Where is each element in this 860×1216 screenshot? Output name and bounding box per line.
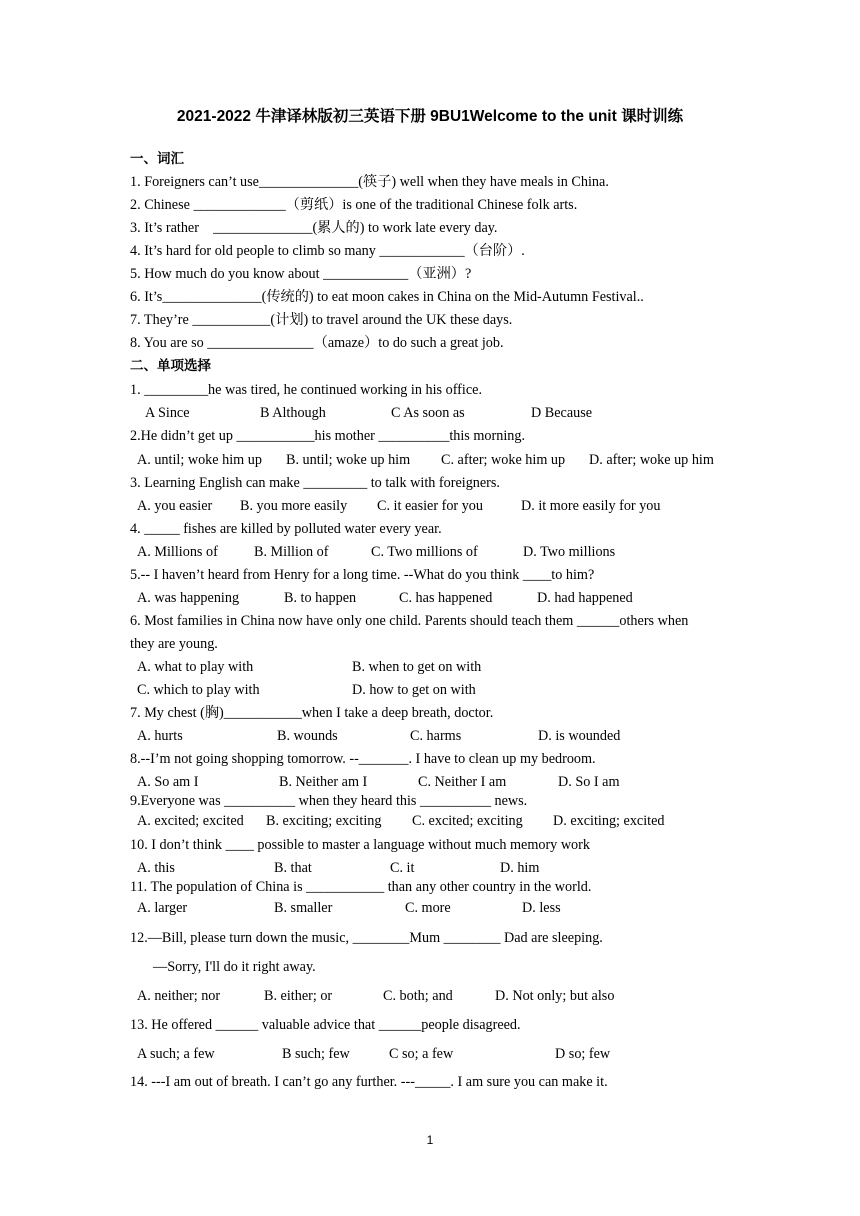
question-4: 4. _____ fishes are killed by polluted water every year. — [130, 521, 442, 537]
q6-option-c: C. which to play with — [137, 682, 260, 698]
q13-option-d: D so; few — [555, 1046, 611, 1062]
vocab-item-1: 1. Foreigners can’t use______________(筷子) well when they have meals in China. — [130, 174, 609, 190]
q7-option-c: C. harms — [410, 728, 462, 744]
q10-option-c: C. it — [390, 860, 415, 876]
q12-option-a: A. neither; nor — [137, 988, 221, 1004]
question-1: 1. _________he was tired, he continued working in his office. — [130, 382, 482, 398]
q6-option-b: B. when to get on with — [352, 659, 482, 675]
q10-option-a: A. this — [137, 860, 175, 876]
q11-option-d: D. less — [522, 900, 561, 916]
vocab-item-3: 3. It’s rather ______________(累人的) to work late every day. — [130, 220, 498, 236]
q2-option-d: D. after; woke up him — [589, 452, 714, 468]
q1-option-d: D Because — [531, 405, 593, 421]
vocab-item-2: 2. Chinese _____________（剪纸）is one of the traditional Chinese folk arts. — [130, 197, 578, 213]
question-3: 3. Learning English can make _________ to talk with foreigners. — [130, 475, 500, 491]
question-6-line-1: 6. Most families in China now have only one child. Parents should teach them ______others when — [130, 613, 689, 629]
question-9: 9.Everyone was __________ when they heard this __________ news. — [130, 793, 528, 809]
q4-option-a: A. Millions of — [137, 544, 218, 560]
q8-option-d: D. So I am — [558, 774, 620, 790]
q4-option-d: D. Two millions — [523, 544, 616, 560]
q5-option-b: B. to happen — [284, 590, 357, 606]
question-12: 12.—Bill, please turn down the music, ________Mum ________ Dad are sleeping. — [130, 930, 603, 946]
q3-option-d: D. it more easily for you — [521, 498, 661, 514]
question-14: 14. ---I am out of breath. I can’t go any further. ---_____. I am sure you can make it. — [130, 1074, 608, 1090]
q1-option-c: C As soon as — [391, 405, 465, 421]
q13-option-a: A such; a few — [137, 1046, 215, 1062]
q8-option-a: A. So am I — [137, 774, 199, 790]
question-11: 11. The population of China is ___________ than any other country in the world. — [130, 879, 592, 895]
q10-option-b: B. that — [274, 860, 312, 876]
section-heading-vocabulary: 一、词汇 — [130, 151, 184, 167]
q9-option-a: A. excited; excited — [137, 813, 244, 829]
q9-option-c: C. excited; exciting — [412, 813, 523, 829]
q12-option-b: B. either; or — [264, 988, 333, 1004]
q6-option-d: D. how to get on with — [352, 682, 476, 698]
vocab-item-8: 8. You are so _______________（amaze）to do such a great job. — [130, 335, 504, 351]
page-title: 2021-2022 牛津译林版初三英语下册 9BU1Welcome to the unit 课时训练 — [176, 108, 684, 125]
q8-option-b: B. Neither am I — [279, 774, 368, 790]
q2-option-b: B. until; woke up him — [286, 452, 411, 468]
q12-option-d: D. Not only; but also — [495, 988, 615, 1004]
q5-option-c: C. has happened — [399, 590, 493, 606]
q12-option-c: C. both; and — [383, 988, 453, 1004]
q2-option-c: C. after; woke him up — [441, 452, 566, 468]
page-number: 1 — [426, 1133, 434, 1147]
q13-option-c: C so; a few — [389, 1046, 454, 1062]
q8-option-c: C. Neither I am — [418, 774, 507, 790]
q5-option-a: A. was happening — [137, 590, 240, 606]
vocab-item-5: 5. How much do you know about ____________（亚洲）? — [130, 266, 472, 282]
question-6-line-2: they are young. — [130, 636, 218, 652]
vocab-item-7: 7. They’re ___________(计划) to travel around the UK these days. — [130, 312, 513, 328]
q5-option-d: D. had happened — [537, 590, 633, 606]
question-5: 5.-- I haven’t heard from Henry for a long time. --What do you think ____to him? — [130, 567, 595, 583]
q3-option-c: C. it easier for you — [377, 498, 483, 514]
q10-option-d: D. him — [500, 860, 540, 876]
q1-option-b: B Although — [260, 405, 326, 421]
q4-option-b: B. Million of — [254, 544, 329, 560]
q11-option-a: A. larger — [137, 900, 188, 916]
question-10: 10. I don’t think ____ possible to master a language without much memory work — [130, 837, 590, 853]
q6-option-a: A. what to play with — [137, 659, 254, 675]
question-7: 7. My chest (胸)___________when I take a deep breath, doctor. — [130, 705, 494, 721]
vocab-item-4: 4. It’s hard for old people to climb so many ____________（台阶）. — [130, 243, 525, 259]
question-2: 2.He didn’t get up ___________his mother __________this morning. — [130, 428, 525, 444]
q12-reply: —Sorry, I'll do it right away. — [153, 959, 316, 975]
q7-option-a: A. hurts — [137, 728, 183, 744]
q1-option-a: A Since — [145, 405, 190, 421]
q7-option-b: B. wounds — [277, 728, 338, 744]
question-8: 8.--I’m not going shopping tomorrow. --_______. I have to clean up my bedroom. — [130, 751, 596, 767]
q4-option-c: C. Two millions of — [371, 544, 478, 560]
question-13: 13. He offered ______ valuable advice that ______people disagreed. — [130, 1017, 521, 1033]
q3-option-a: A. you easier — [137, 498, 213, 514]
q11-option-c: C. more — [405, 900, 451, 916]
vocab-item-6: 6. It’s______________(传统的) to eat moon cakes in China on the Mid-Autumn Festival.. — [130, 289, 644, 305]
q7-option-d: D. is wounded — [538, 728, 621, 744]
section-heading-choice: 二、单项选择 — [130, 358, 211, 374]
q9-option-d: D. exciting; excited — [553, 813, 665, 829]
q11-option-b: B. smaller — [274, 900, 333, 916]
q13-option-b: B such; few — [282, 1046, 350, 1062]
q9-option-b: B. exciting; exciting — [266, 813, 382, 829]
q3-option-b: B. you more easily — [240, 498, 348, 514]
q2-option-a: A. until; woke him up — [137, 452, 262, 468]
